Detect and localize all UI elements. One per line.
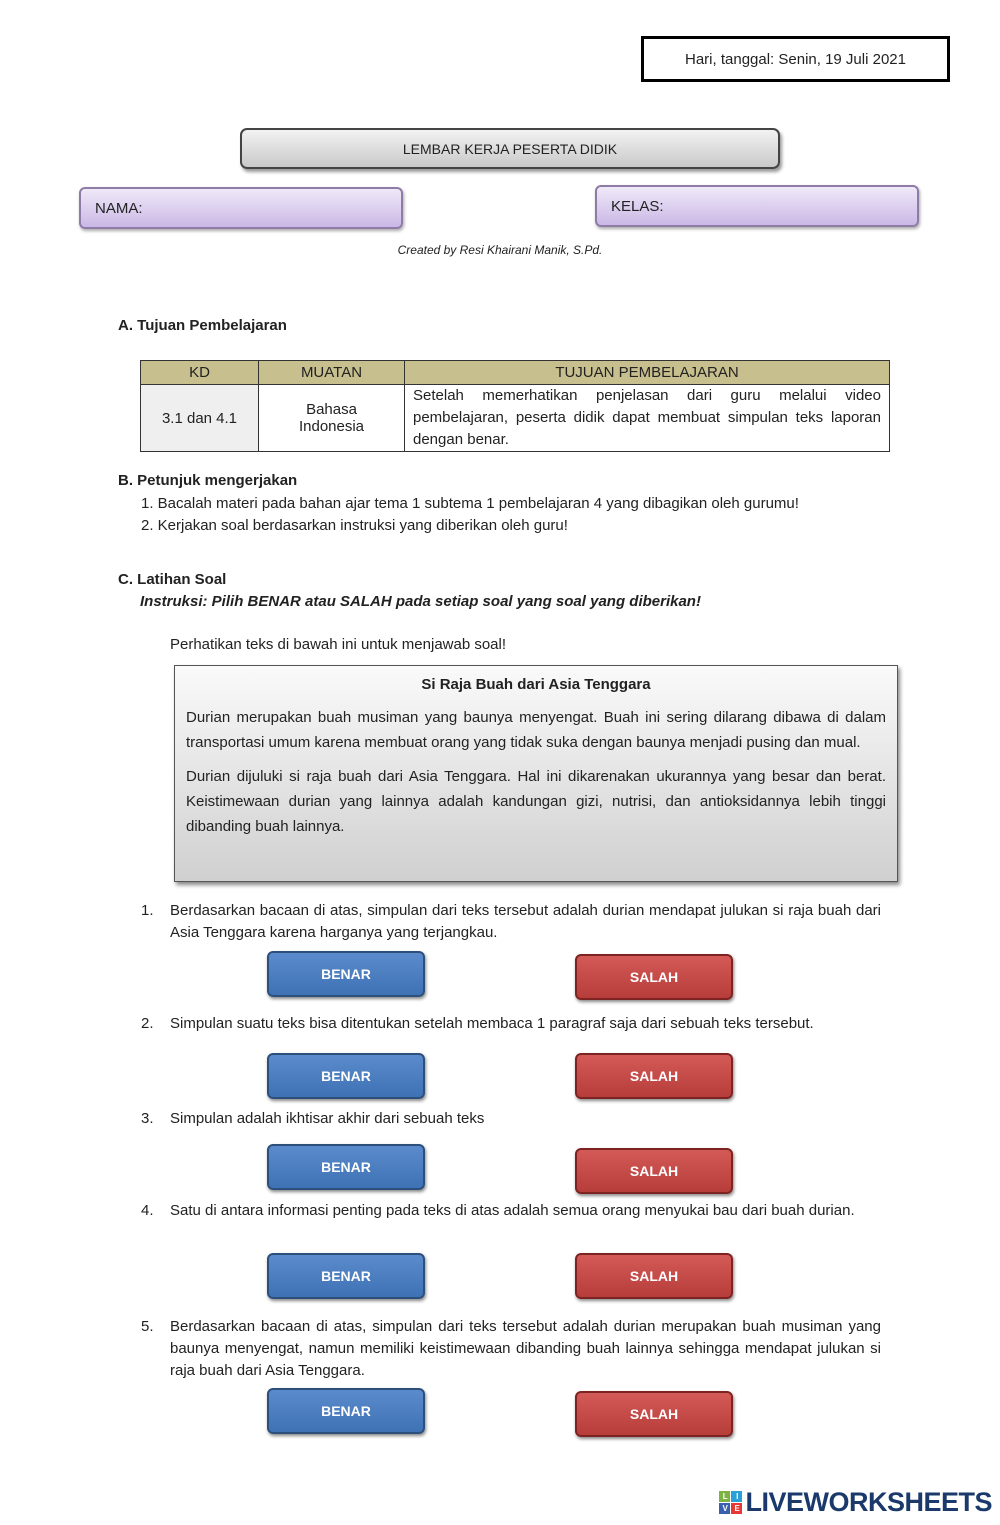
- q5-salah-button[interactable]: SALAH: [575, 1391, 733, 1437]
- logo-tiles-icon: [719, 1491, 742, 1514]
- q2-benar-button[interactable]: BENAR: [267, 1053, 425, 1099]
- reading-paragraph: Durian merupakan buah musiman yang baunya menyengat. Buah ini sering dilarang dibawa di dalam transportasi umum karena membuat orang yang tidak suka dengan baunya menjadi pusing dan mual.: [186, 709, 886, 751]
- name-field[interactable]: NAMA:: [79, 187, 403, 229]
- section-c-heading: C. Latihan Soal: [118, 571, 227, 588]
- question-number: 5.: [141, 1318, 154, 1335]
- q1-salah-button[interactable]: SALAH: [575, 954, 733, 1000]
- question-number: 4.: [141, 1202, 154, 1219]
- cell-muatan: Bahasa Indonesia: [259, 385, 405, 452]
- worksheet-title: LEMBAR KERJA PESERTA DIDIK: [240, 128, 780, 169]
- reading-title: Si Raja Buah dari Asia Tenggara: [421, 676, 651, 693]
- logo-tile: L: [719, 1491, 730, 1502]
- col-muatan: MUATAN: [259, 361, 405, 385]
- q4-salah-button[interactable]: SALAH: [575, 1253, 733, 1299]
- q5-benar-button[interactable]: BENAR: [267, 1388, 425, 1434]
- question-text: Berdasarkan bacaan di atas, simpulan dari teks tersebut adalah durian merupakan buah musiman yang baunya menyengat, namun memiliki keistimewaan dibanding buah lainnya sehingga mendapat julukan si raja buah dari Asia Tenggara.: [170, 1318, 881, 1379]
- q1-benar-button[interactable]: BENAR: [267, 951, 425, 997]
- logo-tile: V: [719, 1503, 730, 1514]
- question-text: Berdasarkan bacaan di atas, simpulan dari teks tersebut adalah durian mendapat julukan si raja buah dari Asia Tenggara karena harganya yang terjangkau.: [170, 902, 881, 941]
- cell-kd: 3.1 dan 4.1: [141, 385, 259, 452]
- question-4: [141, 1200, 881, 1222]
- logo-tile: I: [731, 1491, 742, 1502]
- section-a-heading: A. Tujuan Pembelajaran: [118, 317, 287, 334]
- q2-salah-button[interactable]: SALAH: [575, 1053, 733, 1099]
- liveworksheets-logo: [719, 1487, 992, 1518]
- question-5: [141, 1316, 881, 1382]
- question-number: 1.: [141, 902, 154, 919]
- question-text: Simpulan suatu teks bisa ditentukan setelah membaca 1 paragraf saja dari sebuah teks tersebut.: [170, 1015, 814, 1032]
- logo-text: LIVEWORKSHEETS: [745, 1487, 992, 1517]
- date-box: Hari, tanggal: Senin, 19 Juli 2021: [641, 36, 950, 82]
- reading-box: [174, 665, 898, 882]
- class-field[interactable]: KELAS:: [595, 185, 919, 227]
- instruction-1: 1. Bacalah materi pada bahan ajar tema 1 subtema 1 pembelajaran 4 yang dibagikan oleh gurumu!: [141, 495, 799, 512]
- q3-salah-button[interactable]: SALAH: [575, 1148, 733, 1194]
- logo-tile: E: [731, 1503, 742, 1514]
- exercise-instruction: Instruksi: Pilih BENAR atau SALAH pada setiap soal yang soal yang diberikan!: [140, 593, 701, 610]
- section-b-heading: B. Petunjuk mengerjakan: [118, 472, 298, 489]
- q4-benar-button[interactable]: BENAR: [267, 1253, 425, 1299]
- question-text: Simpulan adalah ikhtisar akhir dari sebuah teks: [170, 1110, 485, 1127]
- question-3: [141, 1108, 881, 1130]
- reading-intro: Perhatikan teks di bawah ini untuk menjawab soal!: [170, 636, 507, 653]
- question-text: Satu di antara informasi penting pada teks di atas adalah semua orang menyukai bau dari buah durian.: [170, 1202, 855, 1219]
- cell-tujuan: Setelah memerhatikan penjelasan dari guru melalui video pembelajaran, peserta didik dapat membuat simpulan teks laporan dengan benar.: [405, 385, 890, 452]
- col-tujuan: TUJUAN PEMBELAJARAN: [405, 361, 890, 385]
- col-kd: KD: [141, 361, 259, 385]
- question-2: [141, 1013, 881, 1035]
- credit-text: Created by Resi Khairani Manik, S.Pd.: [397, 243, 603, 257]
- reading-paragraph: Durian dijuluki si raja buah dari Asia Tenggara. Hal ini dikarenakan ukurannya yang besar dan berat. Keistimewaan durian yang lainnya adalah kandungan gizi, nutrisi, dan antioksidannya lebih tinggi dibanding buah lainnya.: [186, 768, 886, 835]
- objectives-table: [140, 360, 890, 452]
- instruction-2: 2. Kerjakan soal berdasarkan instruksi yang diberikan oleh guru!: [141, 517, 568, 534]
- q3-benar-button[interactable]: BENAR: [267, 1144, 425, 1190]
- question-number: 2.: [141, 1015, 154, 1032]
- question-number: 3.: [141, 1110, 154, 1127]
- question-1: [141, 900, 881, 944]
